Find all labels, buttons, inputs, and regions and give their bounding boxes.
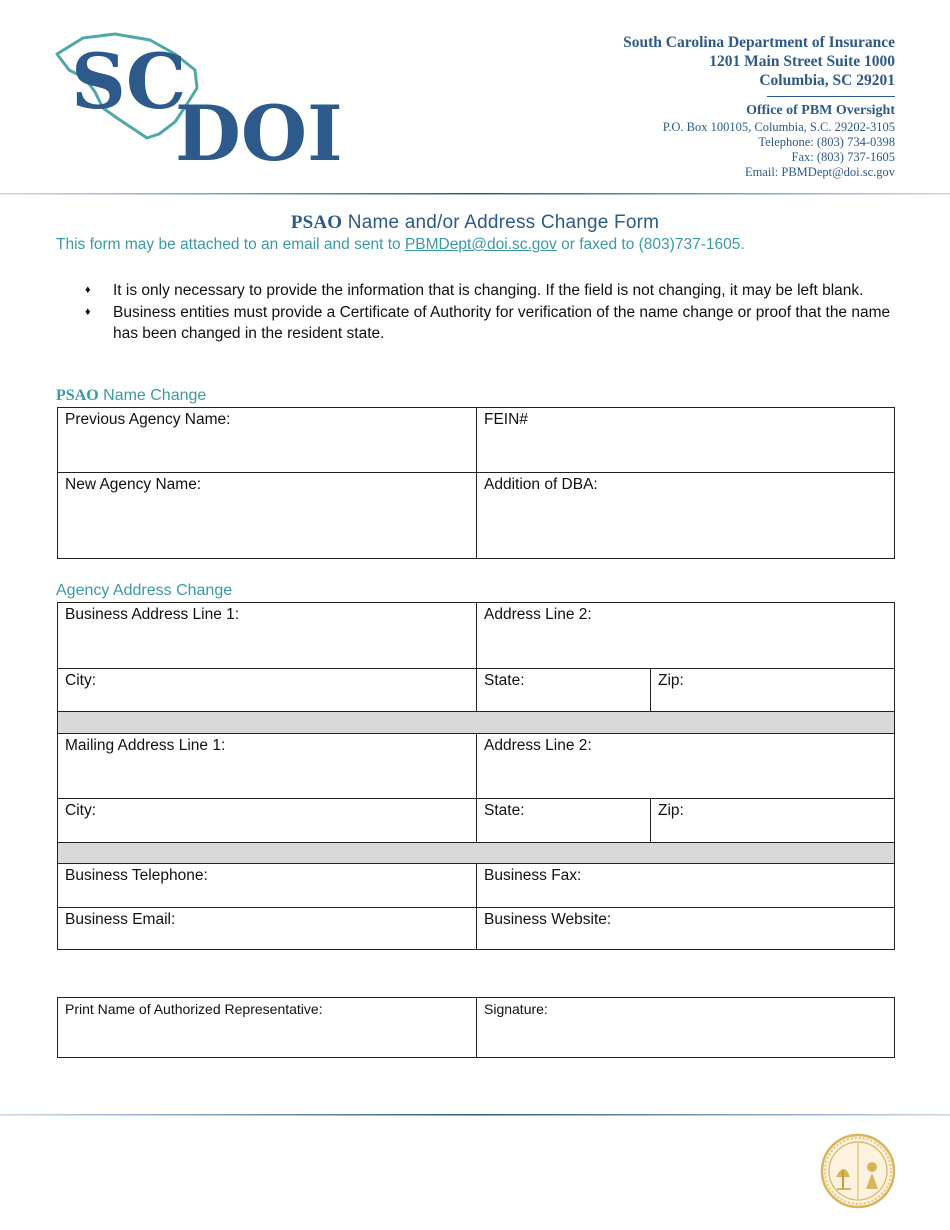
business-address-line2-label: Address Line 2: bbox=[484, 606, 592, 623]
mailing-address-line2-label: Address Line 2: bbox=[484, 737, 592, 754]
business-fax-field[interactable] bbox=[477, 864, 895, 908]
office-email: Email: PBMDept@doi.sc.gov bbox=[744, 165, 895, 179]
previous-agency-name-label: Previous Agency Name: bbox=[65, 411, 231, 428]
instructions-list bbox=[85, 280, 897, 345]
org-name: South Carolina Department of Insurance bbox=[623, 34, 895, 51]
header-rule bbox=[0, 193, 950, 194]
name-change-heading-rest: Name Change bbox=[98, 387, 207, 404]
logo-graphic bbox=[55, 30, 355, 170]
business-website-label: Business Website: bbox=[484, 911, 612, 928]
mailing-state-field[interactable] bbox=[477, 799, 651, 843]
logo-sc-text: SC bbox=[71, 37, 187, 126]
business-email-label: Business Email: bbox=[65, 911, 176, 928]
fein-label: FEIN# bbox=[484, 411, 528, 428]
instruction-item bbox=[85, 302, 897, 344]
mailing-zip-label: Zip: bbox=[658, 802, 684, 819]
logo-doi-text: DOI bbox=[175, 89, 343, 170]
email-link[interactable]: PBMDept@doi.sc.gov bbox=[404, 236, 557, 253]
business-zip-label: Zip: bbox=[658, 672, 684, 689]
business-email-field[interactable] bbox=[58, 908, 477, 950]
dba-field[interactable] bbox=[477, 473, 895, 559]
office-po-box: P.O. Box 100105, Columbia, S.C. 29202-3105 bbox=[662, 120, 895, 134]
org-street: 1201 Main Street Suite 1000 bbox=[709, 53, 895, 70]
org-city-state: Columbia, SC 29201 bbox=[759, 72, 895, 89]
state-seal-icon bbox=[820, 1133, 896, 1209]
business-city-label: City: bbox=[65, 672, 96, 689]
bullet-icon: ♦ bbox=[85, 284, 91, 296]
mailing-address-line2-field[interactable] bbox=[477, 734, 895, 799]
mailing-state-label: State: bbox=[484, 802, 525, 819]
fein-field[interactable] bbox=[477, 408, 895, 473]
separator-row bbox=[58, 712, 895, 734]
signature-label: Signature: bbox=[484, 1001, 548, 1017]
instruction-text: It is only necessary to provide the information that is changing. If the field is not changing, it may be left blank. bbox=[113, 282, 864, 299]
form-title-strong: PSAO bbox=[290, 212, 343, 233]
business-address-line1-label: Business Address Line 1: bbox=[65, 606, 240, 623]
subtitle-after: or faxed to (803)737-1605. bbox=[556, 236, 745, 253]
address-change-table bbox=[57, 602, 895, 950]
header-divider bbox=[767, 96, 895, 97]
print-name-label: Print Name of Authorized Representative: bbox=[65, 1001, 323, 1017]
print-name-field[interactable] bbox=[58, 998, 477, 1058]
office-telephone: Telephone: (803) 734-0398 bbox=[758, 135, 895, 149]
mailing-city-field[interactable] bbox=[58, 799, 477, 843]
signature-table bbox=[57, 997, 895, 1058]
signature-field[interactable] bbox=[477, 998, 895, 1058]
subtitle-before: This form may be attached to an email and sent to bbox=[56, 236, 405, 253]
dba-label: Addition of DBA: bbox=[484, 476, 598, 493]
bullet-icon: ♦ bbox=[85, 306, 91, 318]
office-fax: Fax: (803) 737-1605 bbox=[791, 150, 895, 164]
business-address-line1-field[interactable] bbox=[58, 603, 477, 669]
footer-rule bbox=[0, 1114, 950, 1115]
form-title bbox=[0, 212, 950, 234]
business-telephone-field[interactable] bbox=[58, 864, 477, 908]
separator-row bbox=[58, 843, 895, 864]
header-address-block bbox=[623, 33, 895, 180]
new-agency-name-label: New Agency Name: bbox=[65, 476, 202, 493]
business-state-field[interactable] bbox=[477, 669, 651, 712]
business-website-field[interactable] bbox=[477, 908, 895, 950]
previous-agency-name-field[interactable] bbox=[58, 408, 477, 473]
address-change-heading: Agency Address Change bbox=[56, 582, 233, 599]
business-city-field[interactable] bbox=[58, 669, 477, 712]
name-change-heading bbox=[56, 387, 206, 405]
mailing-address-line1-field[interactable] bbox=[58, 734, 477, 799]
mailing-zip-field[interactable] bbox=[651, 799, 895, 843]
instruction-text: Business entities must provide a Certificate of Authority for verification of the name change or proof that the name has been changed in the resident state. bbox=[113, 304, 891, 342]
name-change-table bbox=[57, 407, 895, 559]
business-zip-field[interactable] bbox=[651, 669, 895, 712]
form-subtitle bbox=[56, 236, 745, 254]
business-address-line2-field[interactable] bbox=[477, 603, 895, 669]
name-change-heading-strong: PSAO bbox=[56, 387, 99, 404]
form-title-rest: Name and/or Address Change Form bbox=[342, 212, 660, 233]
office-name: Office of PBM Oversight bbox=[746, 103, 895, 118]
instruction-item bbox=[85, 280, 897, 301]
scdoi-logo bbox=[55, 30, 355, 170]
business-fax-label: Business Fax: bbox=[484, 867, 582, 884]
business-telephone-label: Business Telephone: bbox=[65, 867, 208, 884]
mailing-address-line1-label: Mailing Address Line 1: bbox=[65, 737, 226, 754]
business-state-label: State: bbox=[484, 672, 525, 689]
new-agency-name-field[interactable] bbox=[58, 473, 477, 559]
mailing-city-label: City: bbox=[65, 802, 96, 819]
